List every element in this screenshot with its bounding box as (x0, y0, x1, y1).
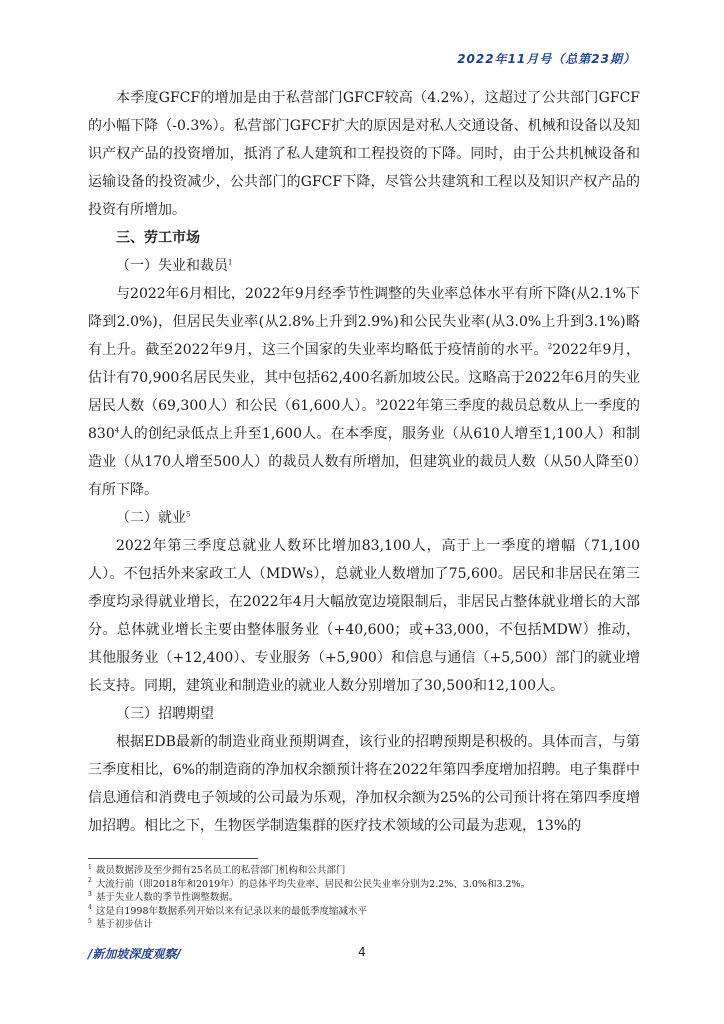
footnote-item: $^5$ 基于初步估计 (88, 917, 153, 930)
publication-brand: /新加坡深度观察/ (88, 947, 181, 961)
footnote-item: $^2$ 大流行前（即2018年和2019年）的总体平均失业率、居民和公民失业率分别为2.2%、3.0%和3.2%。 (88, 877, 531, 890)
paragraph-unemployment: 与2022年6月相比，2022年9月经季节性调整的失业率总体水平有所下降(从2.1%下降到2.0%)，但居民失业率(从2.8%上升到2.9%)和公民失业率(从3.0%上升到3.1%)略有上升。截至2022年9月，这三个国家的失业率均略低于疫情前的水平。$^2$2022年9月，估计有70,900名居民失业，其中包括62,400名新加坡公民。这略高于2022年6月的失业居民人数（69,300人）和公民（61,600人）。$^3$2022年第三季度的裁员总数从上一季度的$830^4$人的创纪录低点上升至1,600人。在本季度，服务业（从610人增至1,100人）和制造业（从170人增至500人）的裁员人数有所增加，但建筑业的裁员人数（从50人降至0）有所下降。 (88, 286, 640, 498)
subsection-title-unemployment: （一）失业和裁员$^1$ (116, 258, 233, 274)
section-title-labor-market: 三、劳工市场 (116, 230, 200, 246)
footnotes (88, 864, 648, 932)
article-body (88, 84, 640, 840)
footnote-ref[interactable]: 4 (114, 426, 120, 435)
footnote-item: $^4$ 这是自1998年数据系列开始以来有记录以来的最低季度缩减水平 (88, 904, 368, 917)
footnote-item: $^3$ 基于失业人数的季节性调整数据。 (88, 890, 239, 903)
footnote-ref[interactable]: 1 (228, 258, 233, 267)
paragraph-employment: 2022年第三季度总就业人数环比增加83,100人，高于上一季度的增幅（71,100人）。不包括外来家政工人（MDWs），总就业人数增加了75,600。居民和非居民在第三季度均录得就业增长，在2022年4月大幅放宽边境限制后，非居民占整体就业增长的大部分。总体就业增长主要由整体服务业（+40,600；或+33,000，不包括MDW）推动，其他服务业（+12,400）、专业服务（+5,900）和信息与通信（+5,500）部门的就业增长支持。同期，建筑业和制造业的就业人数分别增加了30,500和12,100人。 (88, 538, 640, 694)
footnote-ref[interactable]: 3 (375, 398, 380, 407)
page-number: 4 (358, 945, 366, 959)
paragraph-hiring: 根据EDB最新的制造业商业预期调查，该行业的招聘预期是积极的。具体而言，与第三季度相比，6%的制造商的净加权余额预计将在2022年第四季度增加招聘。电子集群中信息通信和消费电子领域的公司最为乐观，净加权余额为25%的公司预计将在第四季度增加招聘。相比之下，生物医学制造集群的医疗技术领域的公司最为悲观，13%的 (88, 734, 640, 834)
issue-header: 2022年11月号（总第23期） (457, 52, 636, 66)
footnote-ref[interactable]: 5 (186, 510, 191, 519)
subsection-title-hiring: （三）招聘期望 (116, 706, 214, 722)
paragraph-gfcf: 本季度GFCF的增加是由于私营部门GFCF较高（4.2%），这超过了公共部门GFCF的小幅下降（-0.3%）。私营部门GFCF扩大的原因是对私人交通设备、机械和设备以及知识产权产品的投资增加，抵消了私人建筑和工程投资的下降。同时，由于公共机械设备和运输设备的投资减少，公共部门的GFCF下降，尽管公共建筑和工程以及知识产权产品的投资有所增加。 (88, 90, 640, 218)
footnote-item: $^1$ 裁员数据涉及至少拥有25名员工的私营部门机构和公共部门 (88, 863, 346, 876)
footnote-ref[interactable]: 2 (547, 342, 553, 351)
footnote-divider (88, 858, 258, 859)
subsection-title-employment: （二）就业$^5$ (116, 510, 191, 526)
